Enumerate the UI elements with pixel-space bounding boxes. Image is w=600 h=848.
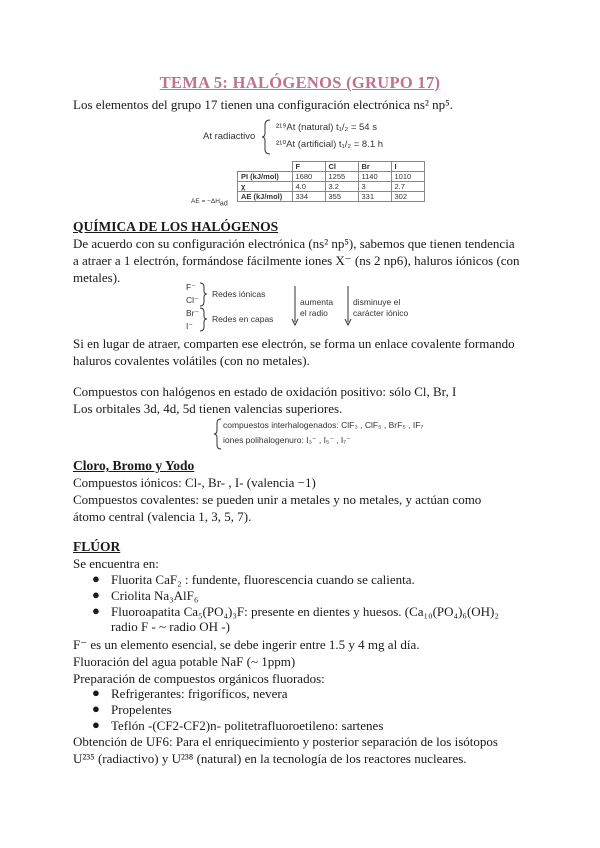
bullet-icon: ● (92, 587, 100, 602)
table-cell: 355 (325, 192, 358, 202)
bullet-icon: ● (92, 571, 100, 586)
table-cell: 331 (358, 192, 391, 202)
table-cell: 3.2 (325, 182, 358, 192)
table-row (238, 172, 425, 182)
down-arrow-icon (291, 286, 299, 326)
page-title: TEMA 5: HALÓGENOS (GRUPO 17) (159, 73, 441, 92)
table-cell: 1255 (325, 172, 358, 182)
paragraph-line: Compuestos covalentes: se pueden unir a metales y no metales, y actúan como (73, 492, 482, 507)
paragraph-line: átomo central (valencia 1, 3, 5, 7). (73, 509, 252, 524)
table-cell: 3 (358, 182, 391, 192)
brace-icon (262, 119, 272, 155)
table-header-cell: Br (358, 162, 391, 172)
paragraph-line: haluros covalentes volátiles (con no metales). (73, 353, 310, 368)
paragraph-line: De acuerdo con su configuración electrónica (ns² np⁵), sabemos que tienen tendencia (73, 236, 515, 251)
table-cell: χ (238, 182, 293, 192)
list-item: Fluoroapatita Ca₅(PO₄)₃F: presente en dientes y huesos. (Ca₁₀(PO₄)₆(OH)₂ (111, 604, 499, 619)
ae-side-label: AE = $-\Delta H_{ad}$ (191, 198, 228, 208)
paragraph-line: Se encuentra en: (73, 556, 159, 571)
arrow-label: carácter iónico (353, 308, 409, 318)
paragraph-line: Obtención de UF6: Para el enriquecimiento y posterior separación de los isótopos (73, 734, 498, 749)
at-artificial: ²¹⁰At (artificial) t₁/₂ = 8.1 h (276, 139, 384, 150)
paragraph-line: U²³⁵ (radiactivo) y U²³⁸ (natural) en la tecnología de los reactores nucleares. (73, 751, 467, 766)
paragraph-line: Compuestos iónicos: Cl-, Br- , I- (valencia −1) (73, 475, 316, 490)
arrow-label: aumenta (300, 297, 334, 307)
ion-label: I⁻ (186, 321, 193, 331)
ion-label: Cl⁻ (186, 295, 199, 305)
interhalogen-line: compuestos interhalogenados: ClF₃ , ClF₅ , BrF₅ , IF₇ (223, 420, 424, 430)
list-item-continuation: radio F - ~ radio OH -) (111, 619, 230, 634)
list-item: Teflón -(CF2-CF2)n- politetrafluoroetileno: sartenes (111, 718, 384, 733)
list-item: Propelentes (111, 702, 172, 717)
arrow-label: disminuye el (353, 297, 401, 307)
table-cell: 2.7 (391, 182, 424, 192)
table-cell: PI (kJ/mol) (238, 172, 293, 182)
bullet-icon: ● (92, 685, 100, 700)
bullet-icon: ● (92, 717, 100, 732)
table-header-cell (238, 162, 293, 172)
intro-text: Los elementos del grupo 17 tienen una configuración electrónica ns² np⁵. (73, 97, 453, 112)
paragraph-line: Compuestos con halógenos en estado de oxidación positivo: sólo Cl, Br, I (73, 384, 457, 399)
list-item: Refrigerantes: frigoríficos, nevera (111, 686, 288, 701)
bullet-icon: ● (92, 603, 100, 618)
paragraph-line: metales). (73, 270, 121, 285)
brace-icon (199, 282, 209, 332)
table-cell: 4.0 (292, 182, 325, 192)
paragraph-line: Si en lugar de atraer, comparten ese electrón, se forma un enlace covalente formando (73, 336, 515, 351)
ion-label: Br⁻ (186, 308, 199, 318)
paragraph-line: Los orbitales 3d, 4d, 5d tienen valencias superiores. (73, 401, 343, 416)
redes-ionicas-label: Redes iónicas (212, 289, 266, 299)
table-row (238, 182, 425, 192)
table-cell: AE (kJ/mol) (238, 192, 293, 202)
paragraph-line: a atraer a 1 electrón, formándose fácilmente iones X⁻ (ns 2 np6), haluros iónicos (con (73, 253, 520, 268)
at-label: At radiactivo (203, 131, 256, 142)
down-arrow-icon (344, 286, 352, 326)
brace-icon (214, 418, 222, 450)
section-heading-fluor: FLÚOR (73, 539, 121, 554)
table-cell: 334 (292, 192, 325, 202)
table-cell: 1010 (391, 172, 424, 182)
at-natural: ²¹⁹At (natural) t₁/₂ = 54 s (276, 122, 377, 133)
table-header-cell: Cl (325, 162, 358, 172)
list-item: Criolita Na₃AlF₆ (111, 588, 199, 603)
polyhalide-line: iones polihalogenuro: I₃⁻ , I₅⁻ , I₇⁻ (223, 435, 351, 445)
paragraph-line: Fluoración del agua potable NaF (~ 1ppm) (73, 654, 296, 669)
paragraph-line: F⁻ es un elemento esencial, se debe ingerir entre 1.5 y 4 mg al día. (73, 637, 420, 652)
table-header-cell: I (391, 162, 424, 172)
paragraph-line: Preparación de compuestos orgánicos fluorados: (73, 671, 325, 686)
list-item: Fluorita CaF₂ : fundente, fluorescencia cuando se calienta. (111, 572, 415, 587)
section-heading-cloro: Cloro, Bromo y Yodo (73, 458, 195, 473)
table-cell: 1140 (358, 172, 391, 182)
table-cell: 1680 (292, 172, 325, 182)
table-header-cell: F (292, 162, 325, 172)
section-heading-quimica: QUÍMICA DE LOS HALÓGENOS (73, 219, 279, 234)
arrow-label: el radio (300, 308, 328, 318)
properties-table (237, 161, 425, 202)
table-row (238, 192, 425, 202)
bullet-icon: ● (92, 701, 100, 716)
redes-capas-label: Redes en capas (212, 314, 274, 324)
table-cell: 302 (391, 192, 424, 202)
ion-label: F⁻ (186, 282, 196, 292)
table-header-row (238, 162, 425, 172)
